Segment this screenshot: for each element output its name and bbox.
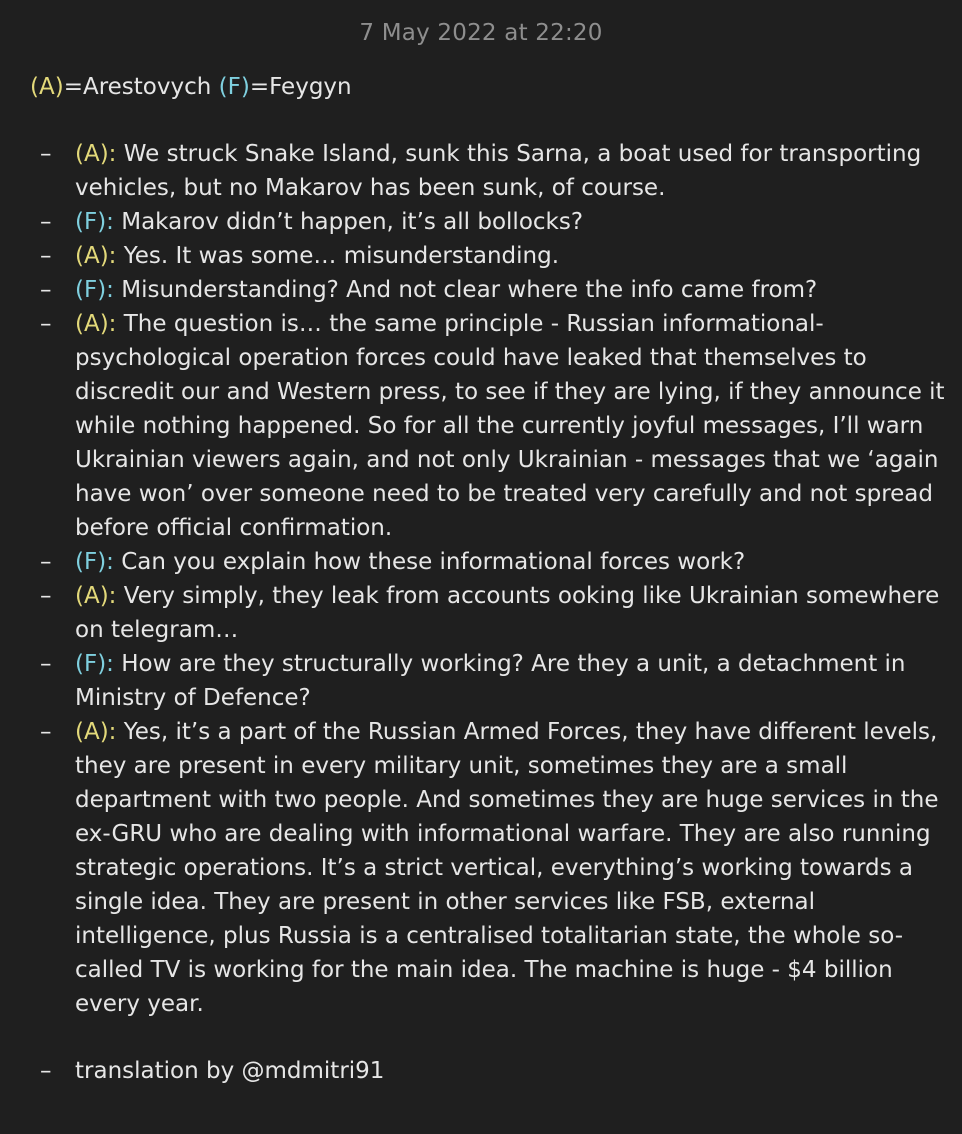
transcript-text: We struck Snake Island, sunk this Sarna, a boat used for transporting vehicles, but no Makarov has been sunk, of course. bbox=[75, 141, 922, 201]
transcript-text: Very simply, they leak from accounts ooking like Ukrainian somewhere on telegram… bbox=[75, 583, 940, 643]
transcript-item bbox=[40, 273, 945, 307]
list-dash: – bbox=[40, 549, 52, 575]
list-dash: – bbox=[40, 719, 52, 745]
transcript-item bbox=[40, 579, 945, 647]
transcript-text: Yes. It was some… misunderstanding. bbox=[116, 243, 560, 269]
speaker-tag: (F): bbox=[75, 651, 114, 677]
transcript-text: The question is… the same principle - Russian informational-psychological operation forces could have leaked that themselves to discredit our and Western press, to see if they are lying, if they announce it while nothing happened. So for all the currently joyful messages, I’ll warn Ukrainian viewers again, and not only Ukrainian - messages that we ‘again have won’ over someone need to be treated very carefully and not spread before official confirmation. bbox=[75, 311, 945, 541]
legend-name-f: =Feygyn bbox=[249, 74, 352, 100]
transcript-list bbox=[40, 137, 945, 1021]
credit-text: translation by @mdmitri91 bbox=[75, 1058, 385, 1084]
speaker-tag: (A): bbox=[75, 719, 117, 745]
speaker-tag: (F): bbox=[75, 549, 114, 575]
transcript-text: How are they structurally working? Are they a unit, a detachment in Ministry of Defence? bbox=[75, 651, 906, 711]
list-dash: – bbox=[40, 1058, 52, 1084]
legend-tag-a: (A) bbox=[30, 74, 64, 100]
translation-credit bbox=[40, 1054, 384, 1088]
speaker-tag: (A): bbox=[75, 311, 117, 337]
list-dash: – bbox=[40, 209, 52, 235]
legend-name-a: =Arestovych bbox=[63, 74, 219, 100]
list-dash: – bbox=[40, 311, 52, 337]
speaker-tag: (A): bbox=[75, 141, 117, 167]
transcript-item bbox=[40, 545, 945, 579]
speaker-tag: (F): bbox=[75, 209, 114, 235]
transcript-text: Yes, it’s a part of the Russian Armed Forces, they have different levels, they are present in every military unit, sometimes they are a small department with two people. And sometimes they are huge services in the ex-GRU who are dealing with informational warfare. They are also running strategic operations. It’s a strict vertical, everything’s working towards a single idea. They are present in other services like FSB, external intelligence, plus Russia is a centralised totalitarian state, the whole so-called TV is working for the main idea. The machine is huge - $4 billion every year. bbox=[75, 719, 939, 1017]
speaker-tag: (F): bbox=[75, 277, 114, 303]
transcript-item bbox=[40, 307, 945, 545]
transcript-text: Can you explain how these informational forces work? bbox=[113, 549, 746, 575]
list-dash: – bbox=[40, 651, 52, 677]
transcript-text: Makarov didn’t happen, it’s all bollocks? bbox=[113, 209, 584, 235]
list-dash: – bbox=[40, 583, 52, 609]
list-dash: – bbox=[40, 141, 52, 167]
transcript-item bbox=[40, 205, 945, 239]
speaker-tag: (A): bbox=[75, 583, 117, 609]
transcript-item bbox=[40, 137, 945, 205]
transcript-item bbox=[40, 647, 945, 715]
transcript-text: Misunderstanding? And not clear where the info came from? bbox=[113, 277, 818, 303]
list-dash: – bbox=[40, 277, 52, 303]
list-dash: – bbox=[40, 243, 52, 269]
message-timestamp: 7 May 2022 at 22:20 bbox=[359, 20, 603, 46]
speaker-tag: (A): bbox=[75, 243, 117, 269]
transcript-item bbox=[40, 239, 945, 273]
legend-tag-f: (F) bbox=[218, 74, 250, 100]
speaker-legend bbox=[30, 70, 352, 104]
transcript-item bbox=[40, 715, 945, 1021]
